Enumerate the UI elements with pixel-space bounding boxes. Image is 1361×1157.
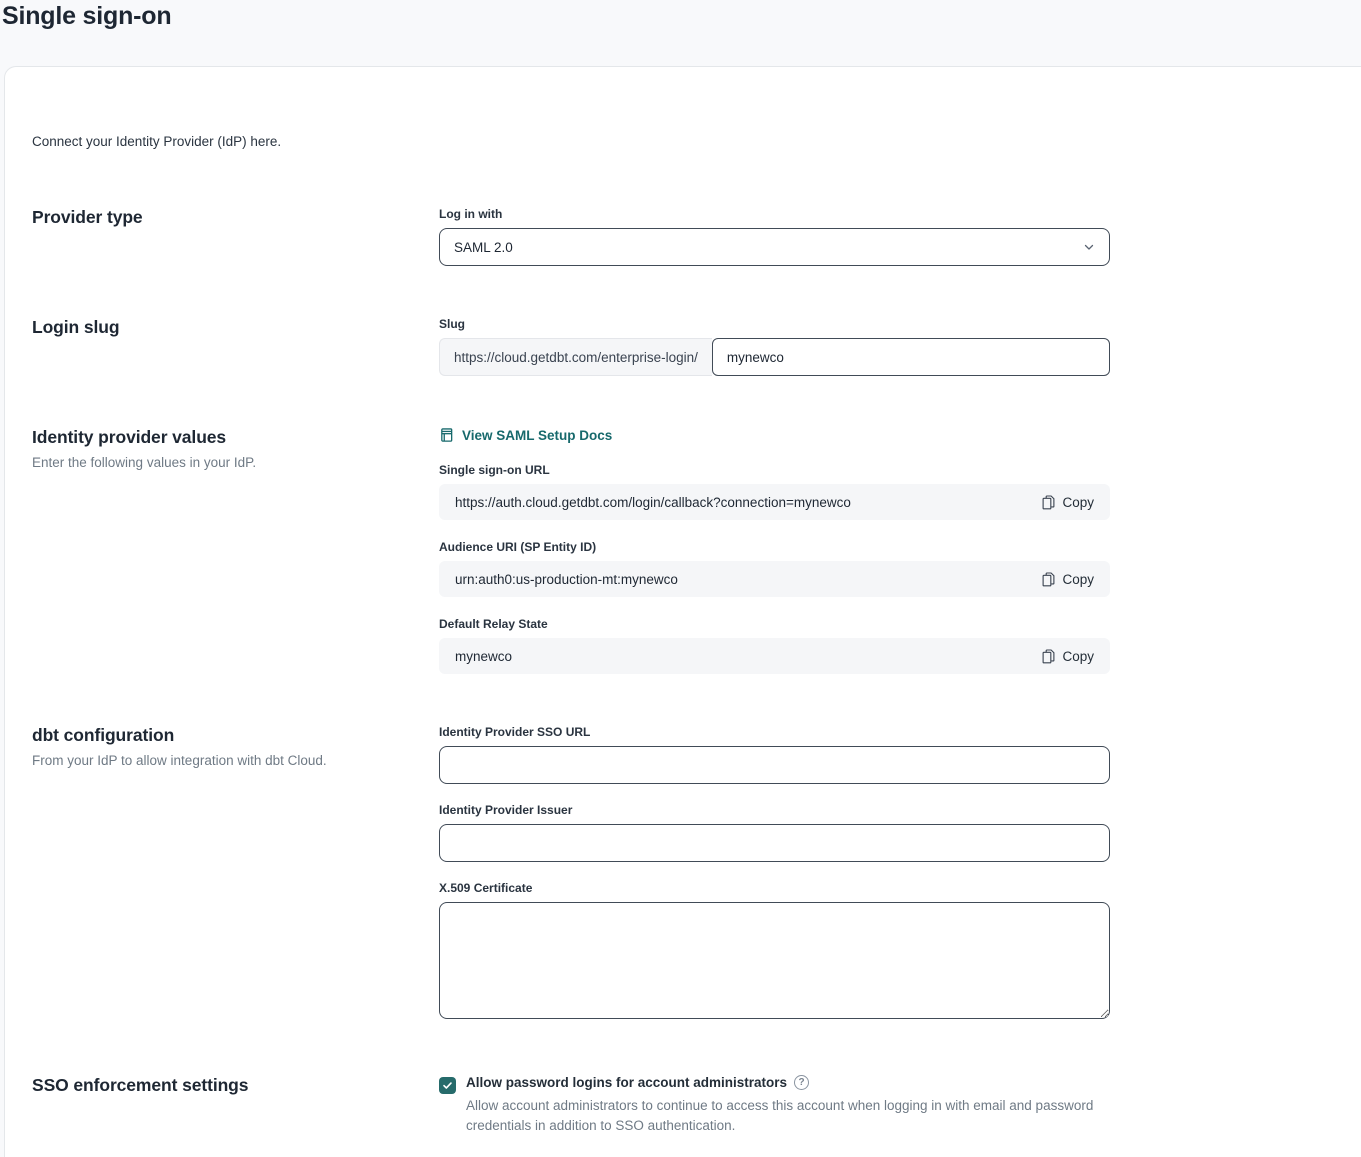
provider-type-heading: Provider type: [32, 207, 143, 227]
login-slug-heading: Login slug: [32, 317, 120, 337]
dbt-config-subheading: From your IdP to allow integration with dbt Cloud.: [32, 753, 327, 768]
copy-icon: [1042, 572, 1055, 587]
login-with-selected-value: SAML 2.0: [454, 239, 513, 255]
copy-button-label: Copy: [1062, 648, 1094, 664]
slug-url-prefix: https://cloud.getdbt.com/enterprise-login/: [439, 338, 712, 376]
view-saml-setup-docs-link[interactable]: [439, 427, 612, 443]
allow-password-logins-checkbox[interactable]: [439, 1077, 456, 1094]
idp-sso-url-input[interactable]: [439, 746, 1110, 784]
idp-issuer-label: Identity Provider Issuer: [439, 803, 573, 817]
idp-issuer-input[interactable]: [439, 824, 1110, 862]
chevron-down-icon: [1083, 241, 1095, 253]
copy-icon: [1042, 649, 1055, 664]
sso-url-label: Single sign-on URL: [439, 463, 550, 477]
allow-password-logins-description: Allow account administrators to continue to access this account when logging in with email and password credentials in addition to SSO authentication.: [466, 1098, 1094, 1133]
section-login-slug: [32, 317, 1361, 376]
x509-certificate-group: [439, 881, 1110, 1024]
settings-panel: [4, 66, 1361, 1157]
relay-state-label: Default Relay State: [439, 617, 548, 631]
help-icon[interactable]: ?: [794, 1075, 809, 1090]
section-identity-provider-values: [32, 427, 1361, 674]
section-sso-enforcement: [32, 1075, 1361, 1136]
idp-values-heading: Identity provider values: [32, 427, 227, 447]
section-dbt-configuration: [32, 725, 1361, 1024]
idp-sso-url-group: [439, 725, 1110, 784]
slug-input-group: [439, 338, 1110, 376]
sso-url-readonly-field: [439, 484, 1110, 520]
sso-url-copy-group: [439, 463, 1110, 520]
copy-button-label: Copy: [1062, 571, 1094, 587]
login-with-select[interactable]: [439, 228, 1110, 266]
copy-icon: [1042, 495, 1055, 510]
login-with-label: Log in with: [439, 207, 503, 221]
section-provider-type: [32, 207, 1361, 266]
sso-url-copy-button[interactable]: [1042, 495, 1094, 510]
docs-link-label: View SAML Setup Docs: [462, 427, 613, 443]
audience-uri-label: Audience URI (SP Entity ID): [439, 540, 597, 554]
slug-input[interactable]: [712, 338, 1110, 376]
docs-icon: [439, 427, 454, 443]
allow-password-logins-label: Allow password logins for account administrators: [466, 1075, 788, 1090]
sso-url-value: https://auth.cloud.getdbt.com/login/callback?connection=mynewco: [455, 494, 851, 510]
relay-state-copy-button[interactable]: [1042, 649, 1094, 664]
sso-enforcement-heading: SSO enforcement settings: [32, 1075, 249, 1095]
idp-issuer-group: [439, 803, 1110, 862]
page-header: [0, 0, 1361, 66]
audience-uri-value: urn:auth0:us-production-mt:mynewco: [455, 571, 678, 587]
idp-sso-url-label: Identity Provider SSO URL: [439, 725, 591, 739]
audience-uri-readonly-field: [439, 561, 1110, 597]
intro-text: Connect your Identity Provider (IdP) here.: [32, 134, 282, 149]
slug-label: Slug: [439, 317, 465, 331]
relay-state-value: mynewco: [455, 648, 513, 664]
relay-state-readonly-field: [439, 638, 1110, 674]
audience-uri-copy-button[interactable]: [1042, 572, 1094, 587]
page-title: Single sign-on: [2, 2, 172, 30]
idp-values-subheading: Enter the following values in your IdP.: [32, 455, 257, 470]
x509-certificate-textarea[interactable]: [439, 902, 1110, 1019]
relay-state-copy-group: [439, 617, 1110, 674]
x509-certificate-label: X.509 Certificate: [439, 881, 533, 895]
copy-button-label: Copy: [1062, 494, 1094, 510]
allow-password-logins-row: [439, 1075, 1110, 1136]
audience-uri-copy-group: [439, 540, 1110, 597]
dbt-config-heading: dbt configuration: [32, 725, 175, 745]
